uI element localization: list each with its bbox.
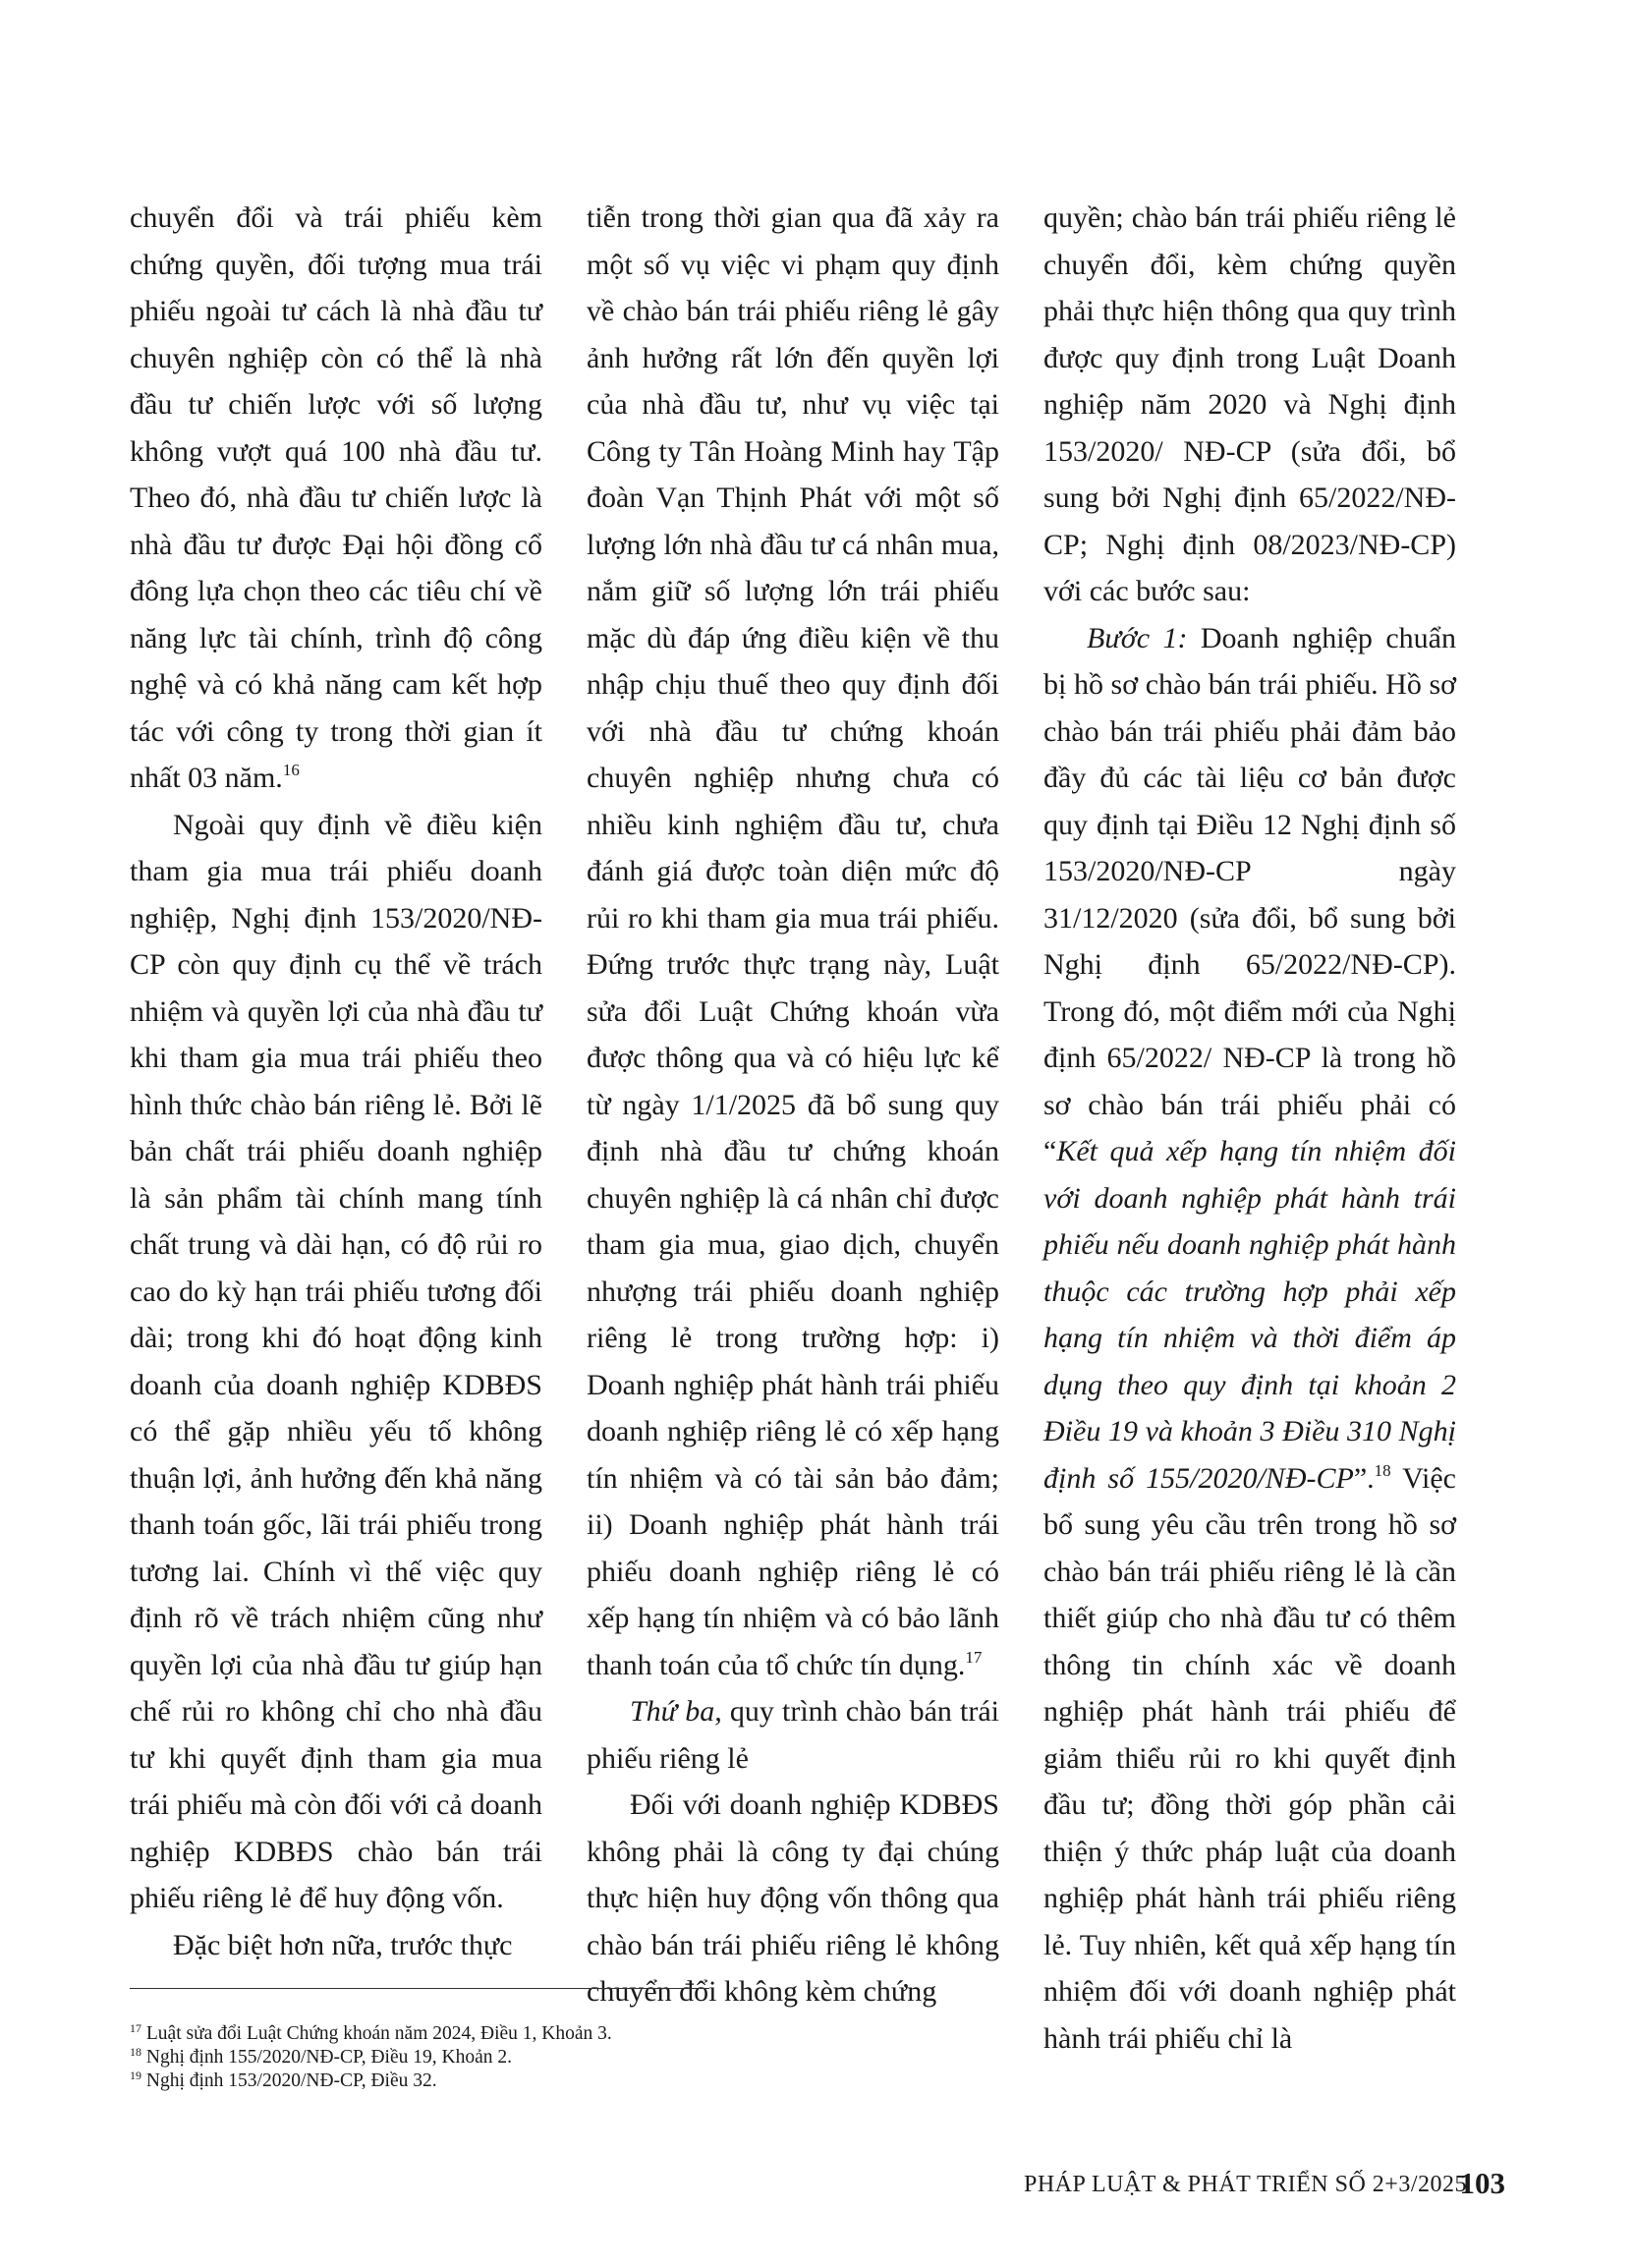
italic-text: Bước 1: xyxy=(1087,621,1188,654)
footnote-text: Luật sửa đổi Luật Chứng khoán năm 2024, Điều 1, Khoản 3. xyxy=(145,2023,612,2044)
footnote-number: 18 xyxy=(130,2045,141,2059)
text-run: Đối với doanh nghiệp KDBĐS không phải là công ty đại chúng thực hiện huy động vốn thông qua chào bán trái phiếu riêng lẻ không chuyển đổi không kèm chứng xyxy=(587,1788,999,2008)
italic-text: Kết quả xếp hạng tín nhiệm đối với doanh nghiệp phát hành trái phiếu nếu doanh nghiệp phát hành thuộc các trường hợp phải xếp hạng tín nhiệm và thời điểm áp dụng theo quy định tại khoản 2 Điều 19 và khoản 3 Điều 310 Nghị định số 155/2020/NĐ-CP xyxy=(1043,1135,1456,1495)
footnote-reference: 16 xyxy=(282,761,300,779)
italic-text: Thứ ba, xyxy=(630,1695,722,1728)
text-run: chuyển đổi và trái phiếu kèm chứng quyền, đối tượng mua trái phiếu ngoài tư cách là nhà đầu tư chuyên nghiệp còn có thể là nhà đầu tư chiến lược với số lượng không vượt quá 100 nhà đầu tư. Theo đó, nhà đầu tư chiến lược là nhà đầu tư được Đại hội đồng cổ đông lựa chọn theo các tiêu chí về năng lực tài chính, trình độ công nghệ và có khả năng cam kết hợp tác với công ty trong thời gian ít nhất 03 năm. xyxy=(130,201,542,794)
text-run: Việc bổ sung yêu cầu trên trong hồ sơ chào bán trái phiếu riêng lẻ là cần thiết giúp cho nhà đầu tư có thêm thông tin chính xác về doanh nghiệp phát hành trái phiếu để giảm thiểu rủi ro khi quyết định đầu tư; đồng thời góp phần cải thiện ý thức pháp luật của doanh nghiệp phát hành trái phiếu riêng lẻ. Tuy nhiên, kết quả xếp hạng tín nhiệm đối với doanh nghiệp phát hành trái phiếu chỉ là xyxy=(1043,1461,1456,2055)
text-run: quy trình chào bán trái phiếu riêng lẻ xyxy=(587,1695,1000,1775)
text-run: quyền; chào bán trái phiếu riêng lẻ chuyển đổi, kèm chứng quyền phải thực hiện thông qua quy trình được quy định trong Luật Doanh nghiệp năm 2020 và Nghị định 153/2020/ NĐ-CP (sửa đổi, bổ sung bởi Nghị định 65/2022/NĐ-CP; Nghị định 08/2023/NĐ-CP) với các bước sau: xyxy=(1043,201,1456,607)
paragraph xyxy=(130,195,542,802)
footnote-reference: 18 xyxy=(1374,1460,1391,1480)
footnote-divider xyxy=(130,1988,709,1989)
footnote-text: Nghị định 153/2020/NĐ-CP, Điều 32. xyxy=(145,2070,437,2091)
paragraph xyxy=(587,195,999,1688)
footnote-number: 19 xyxy=(130,2069,141,2082)
paragraph xyxy=(587,1688,999,1782)
text-run: tiễn trong thời gian qua đã xảy ra một số vụ việc vi phạm quy định về chào bán trái phiếu riêng lẻ gây ảnh hưởng rất lớn đến quyền lợi của nhà đầu tư, như vụ việc tại Công ty Tân Hoàng Minh hay Tập đoàn Vạn Thịnh Phát với một số lượng lớn nhà đầu tư cá nhân mua, nắm giữ số lượng lớn trái phiếu mặc dù đáp ứng điều kiện về thu nhập chịu thuế theo quy định đối với nhà đầu tư chứng khoán chuyên nghiệp nhưng chưa có nhiều kinh nghiệm đầu tư, chưa đánh giá được toàn diện mức độ rủi ro khi tham gia mua trái phiếu. Đứng trước thực trạng này, Luật sửa đổi Luật Chứng khoán vừa được thông qua và có hiệu lực kể từ ngày 1/1/2025 đã bổ sung quy định nhà đầu tư chứng khoán chuyên nghiệp là cá nhân chỉ được tham gia mua, giao dịch, chuyển nhượng trái phiếu doanh nghiệp riêng lẻ trong trường hợp: i) Doanh nghiệp phát hành trái phiếu doanh nghiệp riêng lẻ có xếp hạng tín nhiệm và có tài sản bảo đảm; ii) Doanh nghiệp phát hành trái phiếu doanh nghiệp riêng lẻ có xếp hạng tín nhiệm và có bảo lãnh thanh toán của tổ chức tín dụng. xyxy=(587,201,999,1681)
paragraph xyxy=(587,1782,999,2015)
paragraph xyxy=(1043,195,1456,615)
footnote-18 xyxy=(130,2046,1014,2070)
text-column-1 xyxy=(130,195,542,1968)
text-run: Ngoài quy định về điều kiện tham gia mua trái phiếu doanh nghiệp, Nghị định 153/2020/NĐ-CP còn quy định cụ thể về trách nhiệm và quyền lợi của nhà đầu tư khi tham gia mua trái phiếu theo hình thức chào bán riêng lẻ. Bởi lẽ bản chất trái phiếu doanh nghiệp là sản phẩm tài chính mang tính chất trung và dài hạn, có độ rủi ro cao do kỳ hạn trái phiếu tương đối dài; trong khi đó hoạt động kinh doanh của doanh nghiệp KDBĐS có thể gặp nhiều yếu tố không thuận lợi, ảnh hưởng đến khả năng thanh toán gốc, lãi trái phiếu trong tương lai. Chính vì thế việc quy định rõ về trách nhiệm cũng như quyền lợi của nhà đầu tư giúp hạn chế rủi ro không chỉ cho nhà đầu tư khi quyết định tham gia mua trái phiếu mà còn đối với cả doanh nghiệp KDBĐS chào bán trái phiếu riêng lẻ để huy động vốn. xyxy=(130,808,542,1914)
footnote-17 xyxy=(130,2022,1014,2046)
footnote-text: Nghị định 155/2020/NĐ-CP, Điều 19, Khoản 2. xyxy=(145,2047,512,2068)
running-title: PHÁP LUẬT & PHÁT TRIỂN SỐ 2+3/2025 xyxy=(1023,2172,1467,2197)
paragraph xyxy=(130,802,542,1922)
page-number: 103 xyxy=(1459,2166,1505,2200)
text-run: Doanh nghiệp chuẩn bị hồ sơ chào bán trái phiếu. Hồ sơ chào bán trái phiếu phải đảm bảo đầy đủ các tài liệu cơ bản được quy định tại Điều 12 Nghị định số 153/2020/NĐ-CP ngày 31/12/2020 (sửa đổi, bổ sung bởi Nghị định 65/2022/NĐ-CP). Trong đó, một điểm mới của Nghị định 65/2022/ NĐ-CP là trong hồ sơ chào bán trái phiếu phải có “ xyxy=(1043,621,1456,1167)
footnotes xyxy=(130,2022,1014,2093)
text-column-2 xyxy=(587,195,999,2015)
paragraph xyxy=(130,1922,542,1969)
text-run: Đặc biệt hơn nữa, trước thực xyxy=(173,1928,513,1961)
footnote-19 xyxy=(130,2070,1014,2093)
text-run: ”. xyxy=(1353,1461,1375,1495)
footnote-number: 17 xyxy=(130,2021,141,2035)
text-column-3 xyxy=(1043,195,1456,2062)
footnote-reference: 17 xyxy=(965,1647,983,1667)
paragraph xyxy=(1043,615,1456,2063)
